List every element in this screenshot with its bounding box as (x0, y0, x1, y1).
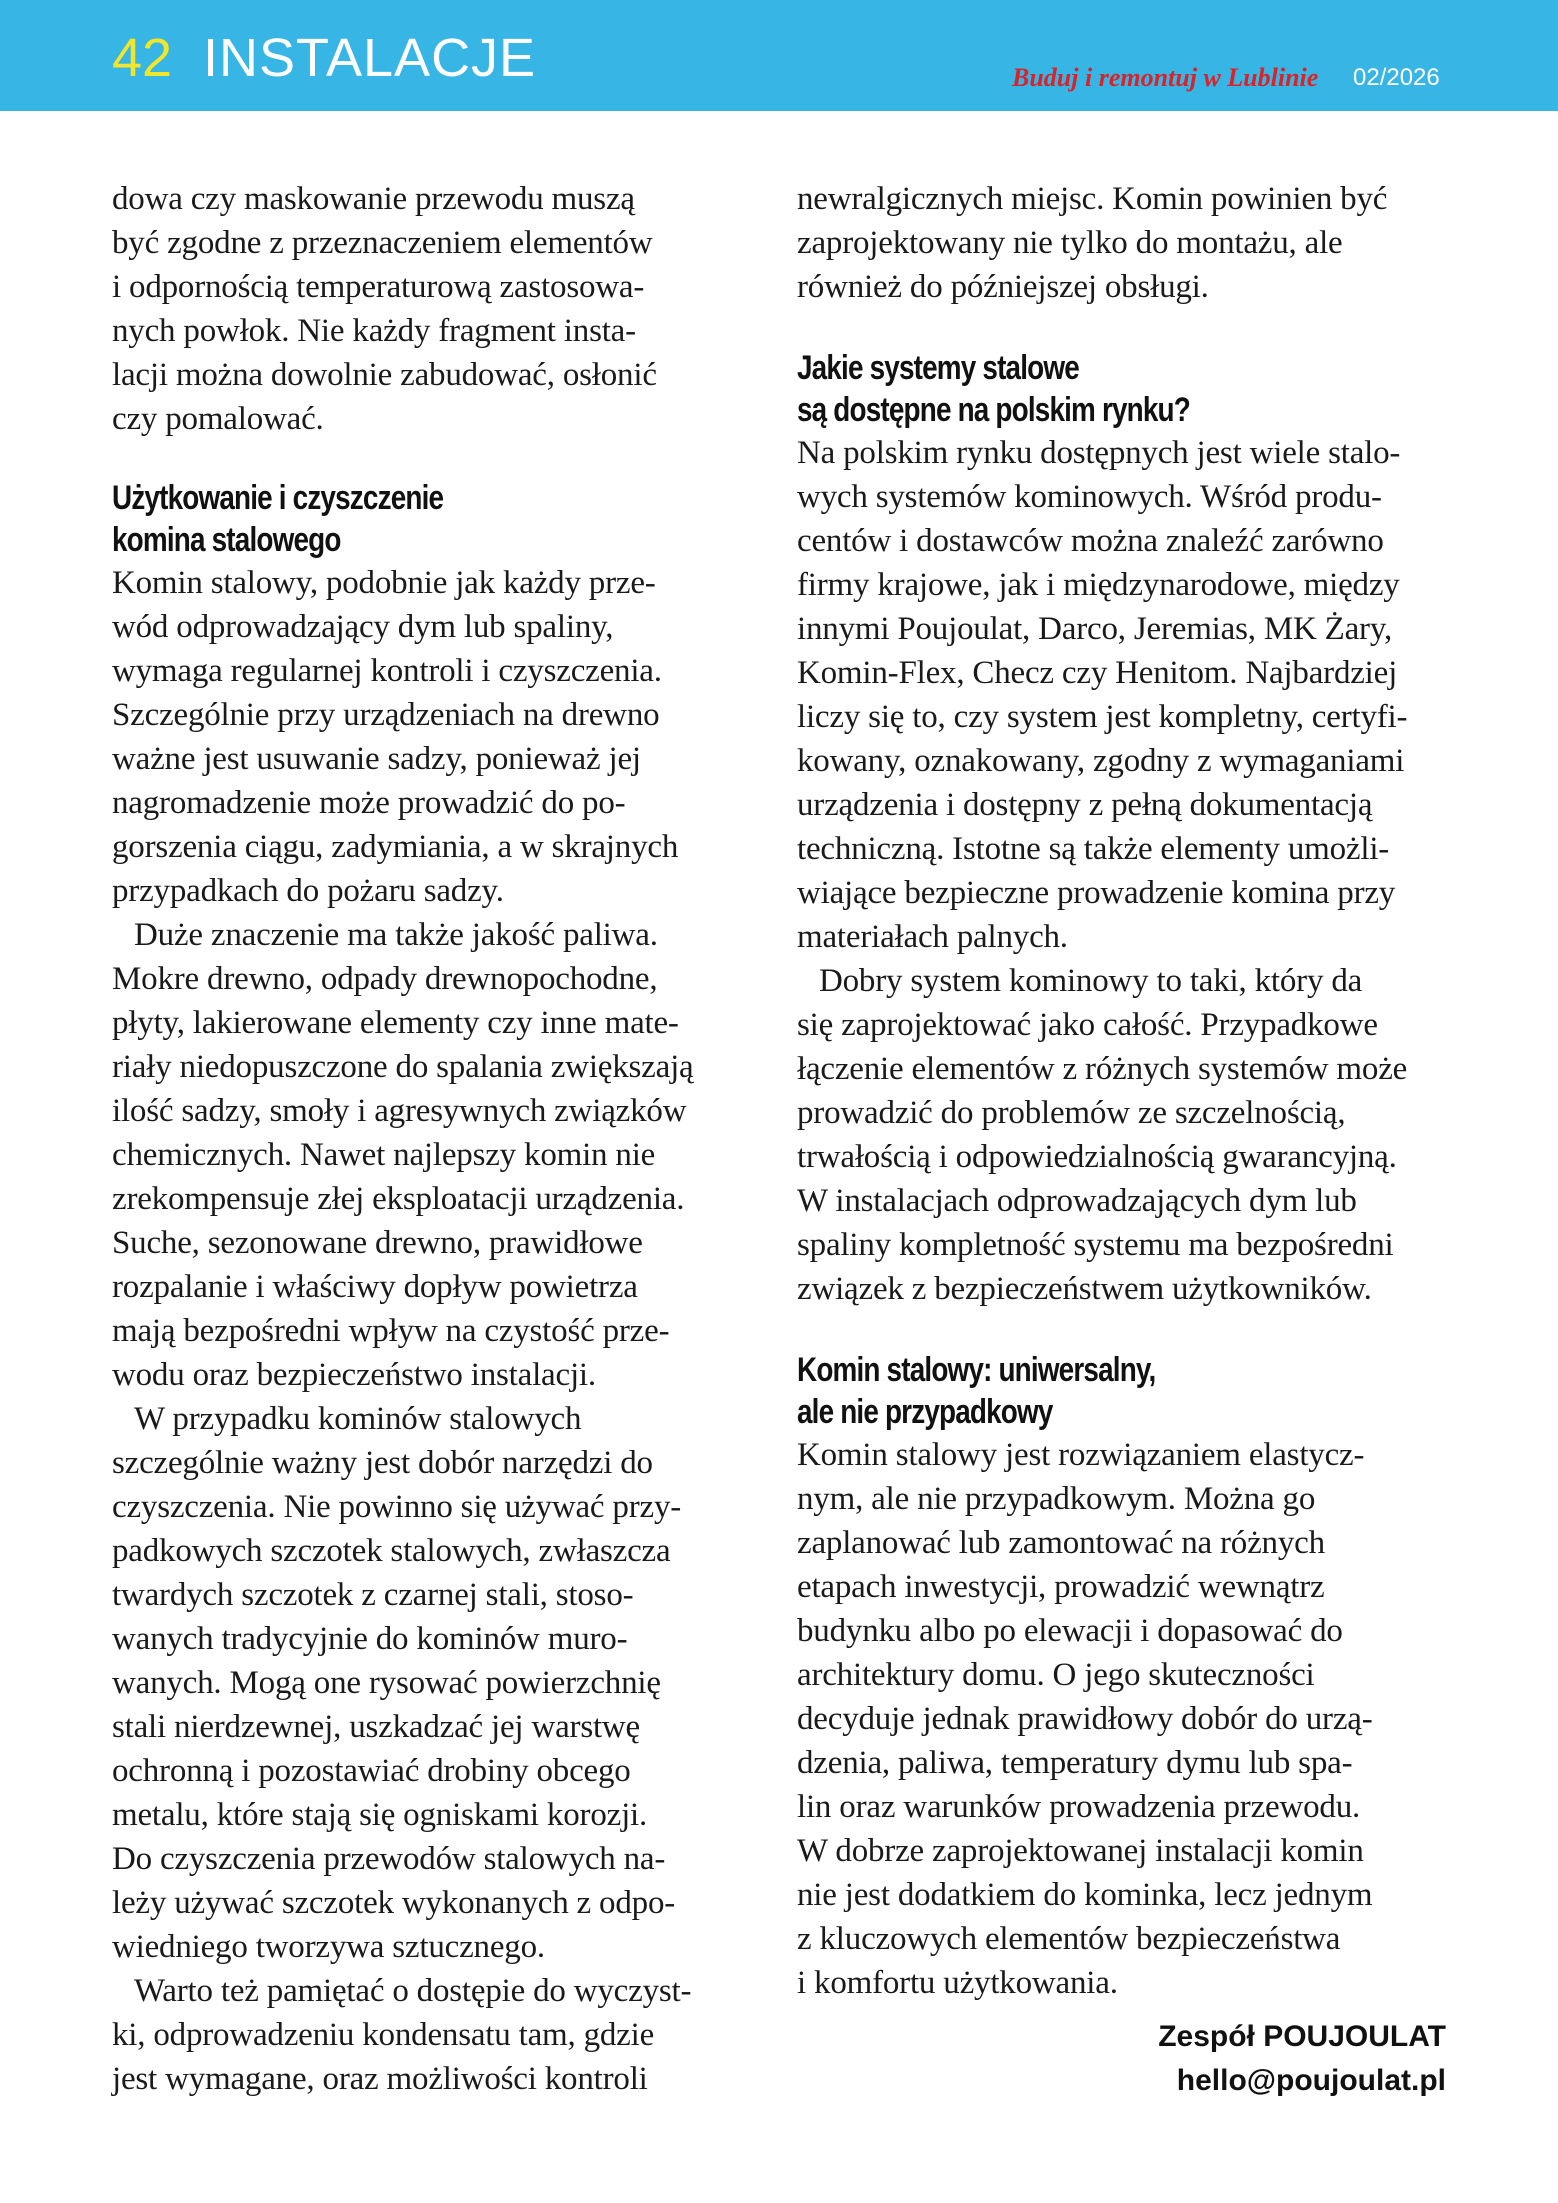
heading-line: komina stalowego (112, 521, 341, 559)
text-line: i odpornością temperaturową zastosowa- (112, 269, 645, 305)
text-line: i komfortu użytkowania. (797, 1965, 1118, 2001)
text-line: ki, odprowadzeniu kondensatu tam, gdzie (112, 2017, 655, 2053)
text-line: wymaga regularnej kontroli i czyszczenia. (112, 653, 662, 689)
text-line: lacji można dowolnie zabudować, osłonić (112, 357, 657, 393)
text-line: dowa czy maskowanie przewodu muszą (112, 181, 635, 217)
section-title: INSTALACJE (203, 28, 537, 88)
text-line: ochronną i pozostawiać drobiny obcego (112, 1753, 631, 1789)
text-line: wodu oraz bezpieczeństwo instalacji. (112, 1357, 596, 1393)
text-line: metalu, które stają się ogniskami korozji. (112, 1797, 648, 1833)
text-line: czy pomalować. (112, 401, 324, 437)
text-line: nym, ale nie przypadkowym. Można go (797, 1481, 1316, 1517)
text-line: nych powłok. Nie każdy fragment insta- (112, 313, 636, 349)
paragraph (112, 913, 762, 1397)
text-line: Komin stalowy jest rozwiązaniem elastycz- (797, 1437, 1365, 1473)
page-number: 42 (112, 28, 173, 88)
paragraph (797, 177, 1447, 309)
text-line: zrekompensuje złej eksploatacji urządzenia. (112, 1181, 685, 1217)
heading-line: Komin stalowy: uniwersalny, (797, 1351, 1156, 1389)
text-line: leży używać szczotek wykonanych z odpo- (112, 1885, 676, 1921)
text-line: Komin stalowy, podobnie jak każdy prze- (112, 565, 656, 601)
spacer (797, 309, 1447, 347)
text-line: architektury domu. O jego skuteczności (797, 1657, 1315, 1693)
text-line: spaliny kompletność systemu ma bezpośredni (797, 1227, 1394, 1263)
text-line: wiające bezpieczne prowadzenie komina przy (797, 875, 1396, 911)
spacer (112, 441, 762, 477)
author-email: hello@poujoulat.pl (1176, 2064, 1446, 2097)
text-line: firmy krajowe, jak i międzynarodowe, między (797, 567, 1400, 603)
text-line: W dobrze zaprojektowanej instalacji komin (797, 1833, 1364, 1869)
text-line: płyty, lakierowane elementy czy inne mate- (112, 1005, 679, 1041)
text-line: liczy się to, czy system jest kompletny, certyfi- (797, 699, 1408, 735)
paragraph (112, 561, 762, 913)
text-line: jest wymagane, oraz możliwości kontroli (112, 2061, 648, 2097)
text-line: gorszenia ciągu, zadymiania, a w skrajnych (112, 829, 679, 865)
text-line: Dobry system kominowy to taki, który da (819, 963, 1363, 999)
text-line: centów i dostawców można znaleźć zarówno (797, 523, 1384, 559)
text-line: łączenie elementów z różnych systemów może (797, 1051, 1408, 1087)
paragraph (112, 177, 762, 441)
issue-number: 02/2026 (1353, 64, 1440, 91)
text-line: budynku albo po elewacji i dopasować do (797, 1613, 1343, 1649)
text-line: innymi Poujoulat, Darco, Jeremias, MK Żary, (797, 611, 1393, 647)
right-column (797, 177, 1447, 2005)
text-line: Suche, sezonowane drewno, prawidłowe (112, 1225, 643, 1261)
heading-line: Użytkowanie i czyszczenie (112, 479, 444, 517)
text-line: Duże znaczenie ma także jakość paliwa. (134, 917, 658, 953)
text-line: urządzenia i dostępny z pełną dokumentacją (797, 787, 1373, 823)
section-heading (797, 1349, 1447, 1433)
left-column (112, 177, 762, 2101)
text-line: kowany, oznakowany, zgodny z wymaganiami (797, 743, 1405, 779)
heading-line: Jakie systemy stalowe (797, 349, 1079, 387)
paragraph (797, 431, 1447, 959)
text-line: trwałością i odpowiedzialnością gwarancyjną. (797, 1139, 1397, 1175)
author-signature (1158, 2015, 1446, 2103)
text-line: W instalacjach odprowadzających dym lub (797, 1183, 1357, 1219)
text-line: W przypadku kominów stalowych (134, 1401, 582, 1437)
text-line: nagromadzenie może prowadzić do po- (112, 785, 626, 821)
text-line: mają bezpośredni wpływ na czystość prze- (112, 1313, 670, 1349)
text-line: wych systemów kominowych. Wśród produ- (797, 479, 1382, 515)
text-line: przypadkach do pożaru sadzy. (112, 873, 504, 909)
text-line: się zaprojektować jako całość. Przypadkowe (797, 1007, 1378, 1043)
text-line: również do późniejszej obsługi. (797, 269, 1209, 305)
text-line: Na polskim rynku dostępnych jest wiele stalo- (797, 435, 1401, 471)
magazine-name: Buduj i remontuj w Lublinie (1012, 63, 1319, 92)
text-line: newralgicznych miejsc. Komin powinien być (797, 181, 1388, 217)
text-line: materiałach palnych. (797, 919, 1068, 955)
text-line: riały niedopuszczone do spalania zwiększają (112, 1049, 694, 1085)
heading-line: ale nie przypadkowy (797, 1393, 1053, 1431)
text-line: wanych. Mogą one rysować powierzchnię (112, 1665, 661, 1701)
author-team: Zespół POUJOULAT (1158, 2020, 1446, 2053)
text-line: ilość sadzy, smoły i agresywnych związków (112, 1093, 687, 1129)
heading-line: są dostępne na polskim rynku? (797, 391, 1190, 429)
spacer (797, 1311, 1447, 1349)
paragraph (797, 959, 1447, 1311)
text-line: ważne jest usuwanie sadzy, ponieważ jej (112, 741, 641, 777)
text-line: wiedniego tworzywa sztucznego. (112, 1929, 545, 1965)
text-line: zaprojektowany nie tylko do montażu, ale (797, 225, 1343, 261)
text-line: rozpalanie i właściwy dopływ powietrza (112, 1269, 638, 1305)
text-line: Komin-Flex, Checz czy Henitom. Najbardziej (797, 655, 1398, 691)
text-line: lin oraz warunków prowadzenia przewodu. (797, 1789, 1361, 1825)
text-line: Mokre drewno, odpady drewnopochodne, (112, 961, 658, 997)
text-line: Warto też pamiętać o dostępie do wyczyst- (134, 1973, 692, 2009)
text-line: być zgodne z przeznaczeniem elementów (112, 225, 653, 261)
text-line: Do czyszczenia przewodów stalowych na- (112, 1841, 666, 1877)
text-line: związek z bezpieczeństwem użytkowników. (797, 1271, 1372, 1307)
text-line: wód odprowadzający dym lub spaliny, (112, 609, 614, 645)
text-line: decyduje jednak prawidłowy dobór do urzą- (797, 1701, 1373, 1737)
text-line: etapach inwestycji, prowadzić wewnątrz (797, 1569, 1325, 1605)
paragraph (112, 1397, 762, 1969)
page-header (0, 0, 1558, 111)
paragraph (112, 1969, 762, 2101)
text-line: twardych szczotek z czarnej stali, stoso- (112, 1577, 634, 1613)
text-line: zaplanować lub zamontować na różnych (797, 1525, 1325, 1561)
text-line: wanych tradycyjnie do kominów muro- (112, 1621, 628, 1657)
text-line: padkowych szczotek stalowych, zwłaszcza (112, 1533, 671, 1569)
text-line: czyszczenia. Nie powinno się używać przy- (112, 1489, 682, 1525)
text-line: Szczególnie przy urządzeniach na drewno (112, 697, 660, 733)
text-line: prowadzić do problemów ze szczelnością, (797, 1095, 1346, 1131)
text-line: stali nierdzewnej, uszkadzać jej warstwę (112, 1709, 641, 1745)
text-line: szczególnie ważny jest dobór narzędzi do (112, 1445, 653, 1481)
text-line: techniczną. Istotne są także elementy umożli- (797, 831, 1390, 867)
paragraph (797, 1433, 1447, 2005)
text-line: z kluczowych elementów bezpieczeństwa (797, 1921, 1341, 1957)
text-line: nie jest dodatkiem do kominka, lecz jednym (797, 1877, 1373, 1913)
text-line: chemicznych. Nawet najlepszy komin nie (112, 1137, 656, 1173)
text-line: dzenia, paliwa, temperatury dymu lub spa- (797, 1745, 1353, 1781)
section-heading (112, 477, 762, 561)
section-heading (797, 347, 1447, 431)
